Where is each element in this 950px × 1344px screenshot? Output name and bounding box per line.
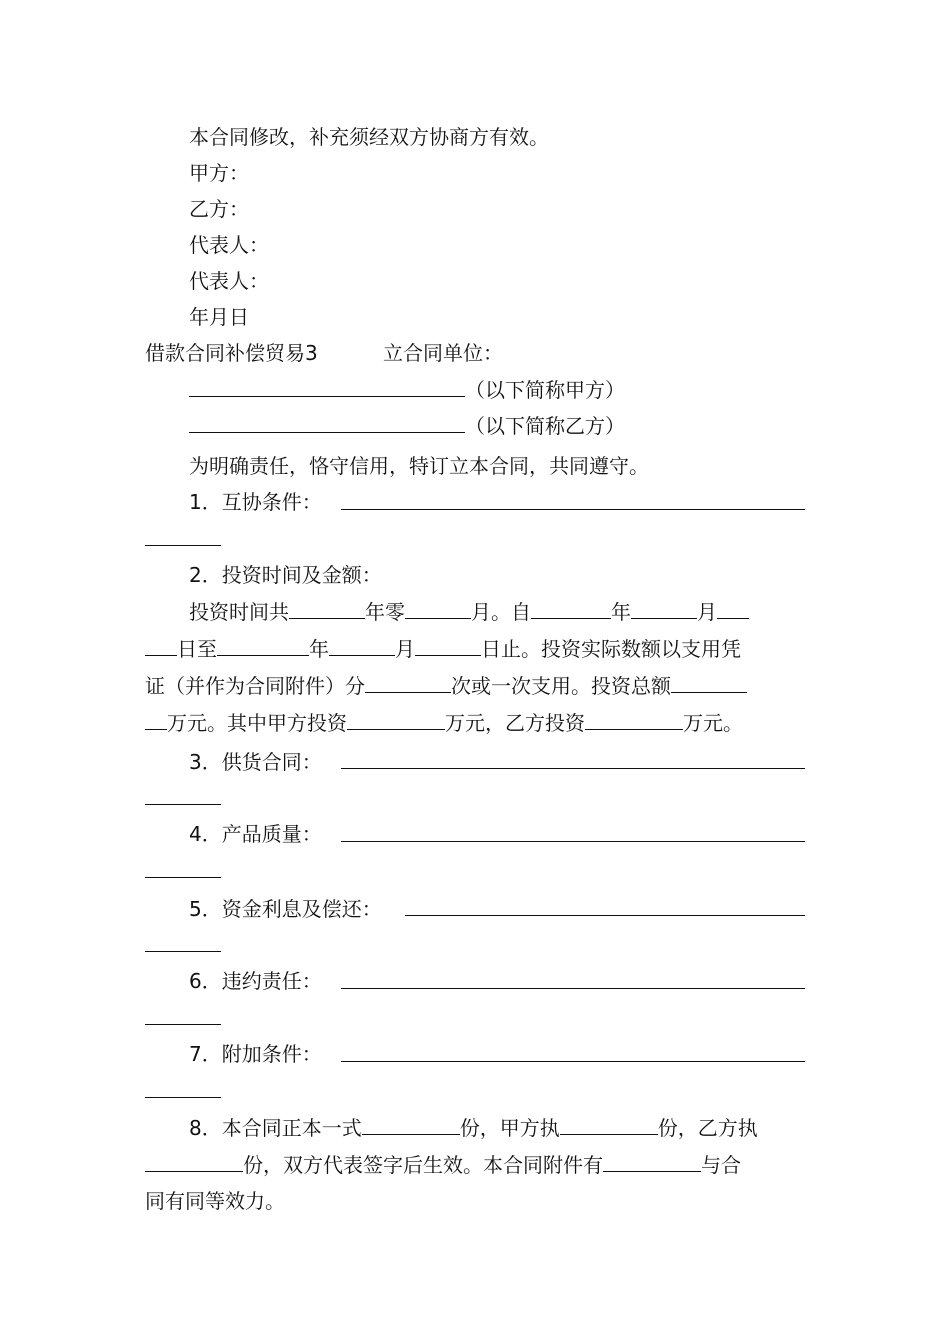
clause-8-line-2 [145, 1151, 741, 1178]
text-segment: 份，双方代表签字后生效。本合同附件有 [243, 1153, 603, 1177]
party-a-label: 甲方： [189, 161, 249, 185]
blank-rule [145, 877, 221, 878]
blank-rule [145, 951, 221, 952]
blank-field [145, 635, 177, 656]
text-segment: 份，乙方执 [657, 1116, 758, 1140]
blank-rule [405, 915, 805, 916]
representative-label: 代表人： [189, 269, 269, 293]
text-segment: 年零 [365, 600, 405, 624]
party-b-label: 乙方： [189, 197, 249, 221]
representative-label: 代表人： [189, 233, 269, 257]
blank-field [329, 635, 395, 656]
clause-5: 5．资金利息及偿还： [189, 897, 382, 921]
blank-field [289, 598, 365, 619]
clause-3: 3．供货合同： [189, 750, 322, 774]
text-segment: 万元，乙方投资 [445, 711, 585, 735]
blank-rule [145, 804, 221, 805]
text-segment: 年 [309, 637, 329, 661]
text-segment: 万元。 [683, 711, 743, 735]
clause-7: 7．附加条件： [189, 1042, 322, 1066]
text-line: 本合同修改，补充须经双方协商方有效。 [189, 125, 549, 149]
text-segment: （以下简称乙方） [465, 414, 625, 438]
text-segment: 月。自 [471, 600, 531, 624]
clause-2-line-2 [145, 635, 741, 662]
text-segment: 次或一次支用。投资总额 [451, 674, 671, 698]
blank-field [217, 635, 309, 656]
clause-1: 1．互协条件： [189, 490, 322, 514]
blank-field [671, 672, 747, 693]
clause-2-line-3 [145, 672, 747, 699]
clause-2-line-1 [189, 598, 749, 625]
blank-rule [145, 1097, 221, 1098]
text-segment: 万元。其中甲方投资 [167, 711, 347, 735]
blank-field [631, 598, 697, 619]
blank-rule [341, 768, 805, 769]
blank-rule [341, 1061, 805, 1062]
blank-field [585, 709, 683, 730]
text-segment: 8．本合同正本一式 [189, 1116, 362, 1140]
text-segment: 日止。投资实际数额以支用凭 [481, 637, 741, 661]
blank-field [365, 672, 451, 693]
clause-2: 2．投资时间及金额： [189, 563, 382, 587]
blank-field [415, 635, 481, 656]
party-b-line [189, 412, 625, 439]
text-segment: 月 [697, 600, 717, 624]
blank-field [717, 598, 749, 619]
clause-6: 6．违约责任： [189, 969, 322, 993]
text-segment: 投资时间共 [189, 600, 289, 624]
text-segment: 年 [611, 600, 631, 624]
text-segment: （以下简称甲方） [465, 378, 625, 402]
blank-field [189, 376, 465, 397]
section-title: 借款合同补偿贸易3 [145, 341, 318, 365]
clause-4: 4．产品质量： [189, 822, 322, 846]
blank-field [145, 709, 167, 730]
blank-field [560, 1114, 658, 1135]
text-line: 为明确责任，恪守信用，特订立本合同，共同遵守。 [189, 454, 649, 478]
text-segment: 证（并作为合同附件）分 [145, 674, 365, 698]
blank-rule [341, 988, 805, 989]
text-segment: 日至 [177, 637, 217, 661]
blank-field [405, 598, 471, 619]
blank-field [603, 1151, 701, 1172]
blank-rule [341, 841, 805, 842]
clause-2-line-4 [145, 709, 743, 736]
blank-field [347, 709, 445, 730]
blank-field [145, 1151, 243, 1172]
text-segment: 与合 [701, 1153, 741, 1177]
blank-field [189, 412, 465, 433]
blank-rule [341, 509, 805, 510]
contract-units-label: 立合同单位： [383, 341, 503, 365]
blank-rule [145, 1024, 221, 1025]
blank-field [531, 598, 611, 619]
blank-rule [145, 545, 221, 546]
text-segment: 份，甲方执 [459, 1116, 560, 1140]
party-a-line [189, 376, 625, 403]
text-segment: 月 [395, 637, 415, 661]
date-label: 年月日 [189, 305, 249, 329]
clause-8-line-3: 同有同等效力。 [145, 1189, 285, 1213]
blank-field [362, 1114, 460, 1135]
clause-8-line-1 [189, 1114, 758, 1141]
